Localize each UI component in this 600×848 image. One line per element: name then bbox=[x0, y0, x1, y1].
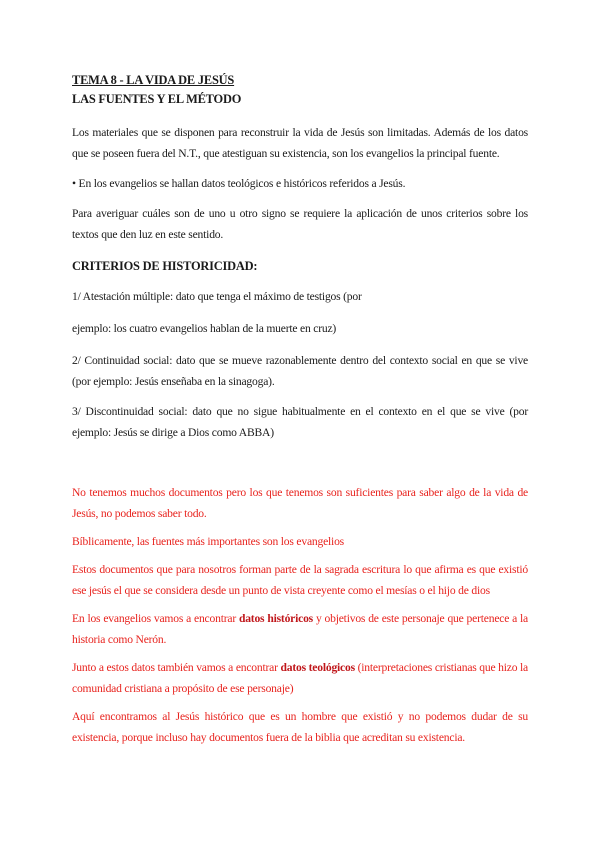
page-title: TEMA 8 - LA VIDA DE JESÚS bbox=[72, 73, 235, 87]
note-4-bold: datos históricos bbox=[238, 612, 313, 625]
bullet-paragraph: • En los evangelios se hallan datos teológicos e históricos referidos a Jesús. bbox=[72, 177, 406, 190]
note-5-bold: datos teológicos bbox=[280, 661, 355, 674]
note-2: Bíblicamente, las fuentes más importantes son los evangelios bbox=[72, 535, 344, 548]
note-5-text-end: (interpretaciones cristianas que hizo la comunidad cristiana a propósito de ese personaje) bbox=[72, 661, 528, 695]
note-1: No tenemos muchos documentos pero los que tenemos son suficientes para saber algo de la vida de Jesús, no podemos saber todo. bbox=[72, 486, 528, 520]
note-4-text-end: y objetivos de este personaje que pertenece a la historia como Nerón. bbox=[72, 612, 529, 646]
section-heading-criterios: CRITERIOS DE HISTORICIDAD: bbox=[72, 259, 258, 273]
document-body bbox=[72, 71, 528, 755]
criterion-2: 2/ Continuidad social: dato que se mueve razonablemente dentro del contexto social en que se vive (por ejemplo: Jesús enseñaba en la sinagoga). bbox=[72, 354, 528, 388]
criteria-intro-paragraph: Para averiguar cuáles son de uno u otro signo se requiere la aplicación de unos criterios sobre los textos que den luz en este sentido. bbox=[72, 207, 528, 241]
note-5 bbox=[72, 657, 528, 699]
note-6: Aquí encontramos al Jesús histórico que es un hombre que existió y no podemos dudar de su existencia, porque incluso hay documentos fuera de la biblia que acreditan su existencia. bbox=[72, 710, 528, 744]
spacer bbox=[72, 452, 528, 482]
criterion-1-line-1: 1/ Atestación múltiple: dato que tenga el máximo de testigos (por bbox=[72, 290, 362, 303]
criterion-1-line-2: ejemplo: los cuatro evangelios hablan de la muerte en cruz) bbox=[72, 322, 337, 335]
note-3: Estos documentos que para nosotros forman parte de la sagrada escritura lo que afirma es que existió ese jesús el que se considera desde un punto de vista creyente como el mesías o el hijo de dios bbox=[72, 563, 528, 597]
criterion-3: 3/ Discontinuidad social: dato que no sigue habitualmente en el contexto en el que se vive (por ejemplo: Jesús se dirige a Dios como ABBA) bbox=[72, 405, 528, 439]
note-5-text-start: Junto a estos datos también vamos a encontrar bbox=[72, 661, 281, 674]
note-4 bbox=[72, 608, 528, 650]
note-4-text-start: En los evangelios vamos a encontrar bbox=[72, 612, 239, 625]
section-heading-fuentes: LAS FUENTES Y EL MÉTODO bbox=[72, 92, 242, 106]
intro-paragraph: Los materiales que se disponen para reconstruir la vida de Jesús son limitadas. Además de los datos que se poseen fuera del N.T., que atestiguan su existencia, son los evangelios la principal fuente. bbox=[72, 126, 528, 160]
notes-block bbox=[72, 482, 528, 748]
